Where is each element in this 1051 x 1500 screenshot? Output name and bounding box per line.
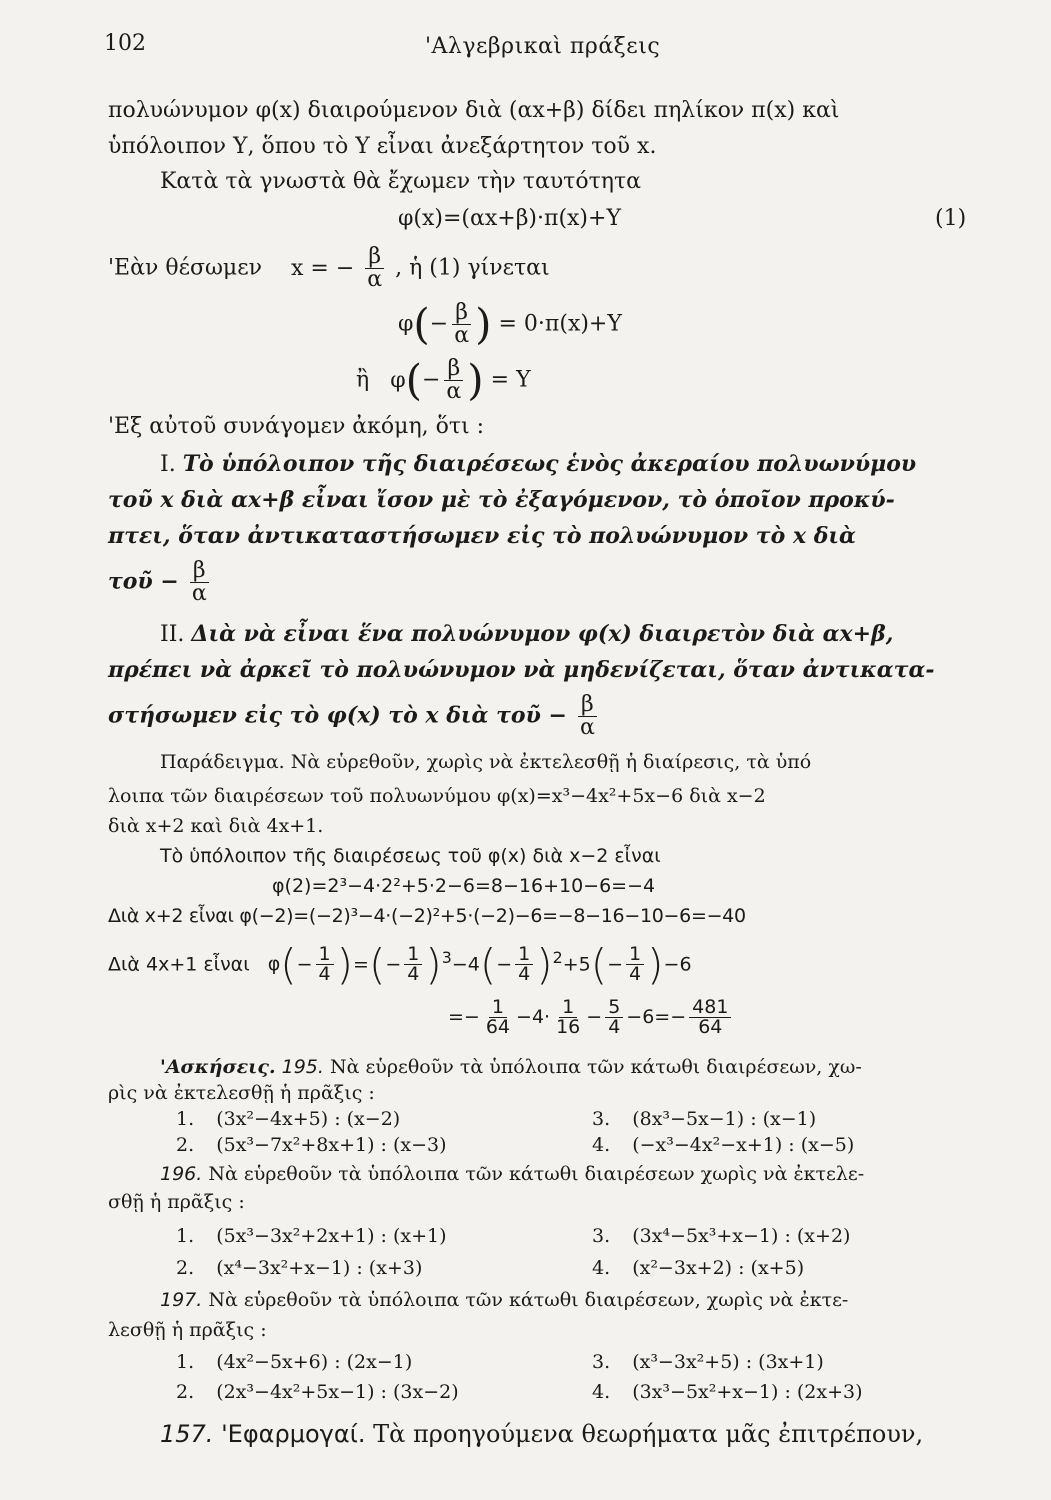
item-number: 1. — [176, 1225, 195, 1247]
exercise-item — [592, 1380, 863, 1404]
equation-label: (1) — [935, 206, 967, 231]
equals: = — [353, 953, 369, 976]
paren: ) — [336, 939, 354, 989]
numerator: 1 — [515, 945, 533, 965]
example-line-7 — [108, 939, 692, 989]
fraction — [605, 998, 623, 1037]
paren-close: ) — [475, 299, 492, 349]
item-expr: (3x³−5x²+x−1) : (2x+3) — [632, 1381, 863, 1403]
exercise-item — [592, 1107, 816, 1131]
paren: ( — [280, 939, 297, 989]
item-expr: (3x²−4x+5) : (x−2) — [216, 1108, 401, 1130]
intro-line-1: πολυώνυμον φ(x) διαιρούμενον διὰ (αx+β) δίδει πηλίκον π(x) καὶ — [108, 98, 840, 123]
paren-open: ( — [413, 299, 430, 349]
item-number: 1. — [176, 1351, 195, 1373]
denominator: α — [367, 267, 383, 292]
fraction — [316, 945, 334, 984]
phi: φ — [390, 367, 406, 393]
exponent: 3 — [441, 948, 452, 967]
numerator: 1 — [559, 998, 577, 1018]
item-expr: (2x³−4x²+5x−1) : (3x−2) — [216, 1381, 459, 1403]
exercise-number: 196. — [160, 1163, 203, 1185]
example-line-8 — [448, 998, 734, 1037]
fraction — [626, 945, 644, 984]
equals: = — [448, 1006, 464, 1028]
theorem-text: Διὰ νὰ εἶναι ἕνα πολυώνυμον φ(x) διαιρετὸν διὰ αx+β, — [191, 621, 894, 647]
numerator: β — [365, 246, 384, 269]
paren-open: ( — [405, 355, 422, 405]
minus: − — [421, 367, 441, 393]
intro-line-2: ὑπόλοιπον Υ, ὅπου τὸ Υ εἶναι ἀνεξάρτητον τοῦ x. — [108, 134, 657, 159]
fraction — [364, 246, 385, 291]
fraction — [404, 945, 422, 984]
item-expr: (5x³−3x²+2x+1) : (x+1) — [216, 1225, 447, 1247]
page-number: 102 — [104, 31, 146, 56]
or-word: ἢ — [356, 367, 370, 393]
phi: φ — [398, 311, 414, 337]
theorem-text: τοῦ − — [108, 568, 179, 595]
numerator: 1 — [316, 945, 334, 965]
theorem-1-line-3: πτει, ὅταν ἀντικαταστήσωμεν εἰς τὸ πολυώνυμον τὸ x διὰ — [108, 523, 856, 549]
denominator: 4 — [608, 1016, 621, 1038]
minus: − — [429, 311, 449, 337]
denominator: α — [191, 581, 207, 606]
fraction — [189, 560, 210, 605]
denominator: α — [446, 379, 462, 404]
exercise-item — [176, 1256, 422, 1280]
exponent: 2 — [552, 948, 563, 967]
item-number: 1. — [176, 1108, 195, 1130]
numerator: 1 — [404, 945, 422, 965]
exercise-item — [592, 1256, 804, 1280]
minus: − — [496, 953, 513, 976]
exercise-text: Νὰ εὑρεθοῦν τὰ ὑπόλοιπα τῶν κάτωθι διαιρέσεων, χωρὶς νὰ ἐκτε- — [208, 1289, 849, 1311]
phi: φ — [267, 953, 281, 976]
fraction — [443, 358, 464, 403]
theorem-2-line-3 — [108, 694, 601, 739]
tail: −6 — [663, 953, 692, 976]
numerator: 1 — [489, 998, 507, 1018]
exercise-number: 195. — [281, 1056, 324, 1078]
theorem-2-line-2: πρέπει νὰ ἀρκεῖ τὸ πολυώνυμον νὰ μηδενίζεται, ὅταν ἀντικατα- — [108, 657, 935, 683]
equation-3 — [356, 355, 531, 405]
theorem-1-line-2: τοῦ x διὰ αx+β εἶναι ἴσον μὲ τὸ ἐξαγόμενον, τὸ ὁποῖον προκύ- — [108, 487, 895, 513]
exercises-title: 'Ασκήσεις. — [160, 1056, 276, 1078]
fraction — [689, 998, 731, 1037]
item-expr: (3x⁴−5x³+x−1) : (x+2) — [632, 1225, 851, 1247]
exercise-text: Νὰ εὑρεθοῦν τὰ ὑπόλοιπα τῶν κάτωθι διαιρέσεων, χω- — [329, 1056, 862, 1078]
exercise-item — [592, 1133, 854, 1157]
paren: ( — [368, 939, 386, 989]
exercise-195-header — [160, 1055, 862, 1079]
rhs: = Υ — [490, 367, 531, 393]
exercise-195-line-2: ρὶς νὰ ἐκτελεσθῇ ἡ πρᾶξις : — [108, 1082, 375, 1104]
numerator: β — [452, 302, 471, 325]
coef: −4· — [516, 1006, 551, 1028]
denominator: 64 — [698, 1016, 723, 1038]
section-157-line — [160, 1418, 923, 1450]
item-expr: (x²−3x+2) : (x+5) — [632, 1257, 805, 1279]
item-number: 3. — [592, 1351, 611, 1373]
theorem-1-line-4 — [108, 560, 213, 605]
example-line-6: Διὰ x+2 εἶναι φ(−2)=(−2)³−4·(−2)²+5·(−2)−6=−8−16−10−6=−40 — [108, 905, 746, 927]
denominator: 16 — [556, 1016, 581, 1038]
numerator: 1 — [626, 945, 644, 965]
paren: ( — [479, 939, 497, 989]
denominator: 4 — [629, 963, 642, 986]
denominator: 4 — [318, 963, 331, 986]
minus: − — [385, 953, 402, 976]
minus: − — [463, 1006, 480, 1028]
example-line-2: λοιπα τῶν διαιρέσεων τοῦ πολυωνύμου φ(x)=x³−4x²+5x−6 διὰ x−2 — [108, 785, 766, 807]
exercise-item — [592, 1350, 824, 1374]
subst-lead: 'Εὰν θέσωμεν — [108, 255, 262, 281]
denominator: α — [579, 715, 595, 740]
theorem-number: II. — [160, 622, 185, 647]
paren-close: ) — [467, 355, 484, 405]
item-expr: (x⁴−3x²+x−1) : (x+3) — [216, 1257, 423, 1279]
paren: ) — [647, 939, 664, 989]
identity-equation: φ(x)=(αx+β)·π(x)+Υ — [398, 206, 621, 231]
numerator: β — [190, 560, 209, 583]
running-title: 'Αλγεβρικαὶ πράξεις — [425, 34, 661, 59]
item-expr: (8x³−5x−1) : (x−1) — [632, 1108, 817, 1130]
exercise-197-line-2: λεσθῇ ἡ πρᾶξις : — [108, 1319, 267, 1341]
item-number: 2. — [176, 1381, 195, 1403]
theorem-number: I. — [160, 452, 176, 477]
subst-lhs: x = − — [291, 255, 355, 281]
theorem-text: στήσωμεν εἰς τὸ φ(x) τὸ x διὰ τοῦ − — [108, 702, 567, 729]
rhs: = 0·π(x)+Υ — [498, 311, 622, 337]
item-expr: (4x²−5x+6) : (2x−1) — [216, 1351, 413, 1373]
exercise-196-line-2: σθῇ ἡ πρᾶξις : — [108, 1191, 245, 1213]
item-number: 2. — [176, 1134, 195, 1156]
item-number: 3. — [592, 1225, 611, 1247]
exercise-number: 197. — [160, 1289, 203, 1311]
item-number: 4. — [592, 1257, 611, 1279]
coef: −4 — [451, 953, 480, 976]
theorem-2-line-1 — [160, 620, 893, 649]
fraction — [553, 998, 583, 1037]
intro-line-3: Κατὰ τὰ γνωστὰ θὰ ἔχωμεν τὴν ταυτότητα — [160, 169, 641, 194]
tail: −6=− — [626, 1006, 687, 1028]
paren: ) — [536, 939, 553, 989]
substitution-line — [108, 246, 550, 291]
subst-tail: , ἡ (1) γίνεται — [395, 255, 550, 281]
exercise-item — [176, 1350, 412, 1374]
item-expr: (−x³−4x²−x+1) : (x−5) — [632, 1134, 855, 1156]
item-number: 3. — [592, 1108, 611, 1130]
exercise-197-header — [160, 1288, 848, 1312]
fraction — [483, 998, 513, 1037]
lead: Διὰ 4x+1 εἶναι — [108, 953, 250, 976]
numerator: 481 — [689, 998, 731, 1018]
denominator: α — [454, 323, 470, 348]
minus: − — [586, 1006, 603, 1028]
example-line-4: Τὸ ὑπόλοιπον τῆς διαιρέσεως τοῦ φ(x) διὰ x−2 εἶναι — [160, 845, 661, 867]
minus: − — [296, 953, 313, 976]
example-line-5: φ(2)=2³−4·2²+5·2−6=8−16+10−6=−4 — [272, 875, 656, 897]
minus: − — [607, 953, 624, 976]
paren: ( — [590, 939, 608, 989]
numerator: 5 — [605, 998, 623, 1018]
section-text: Τὰ προηγούμενα θεωρήματα μᾶς ἐπιτρέπουν, — [373, 1420, 924, 1448]
section-number: 157. — [160, 1420, 214, 1448]
numerator: β — [444, 358, 463, 381]
fraction — [451, 302, 472, 347]
example-line-3: διὰ x+2 καὶ διὰ 4x+1. — [108, 815, 324, 837]
theorem-1-line-1 — [160, 450, 916, 479]
item-number: 4. — [592, 1134, 611, 1156]
exercise-196-header — [160, 1162, 864, 1186]
exercise-item — [176, 1133, 447, 1157]
exercise-item — [176, 1380, 459, 1404]
item-number: 4. — [592, 1381, 611, 1403]
conclusion-line: 'Εξ αὐτοῦ συνάγομεν ἀκόμη, ὅτι : — [108, 414, 485, 439]
fraction — [515, 945, 533, 984]
coef: +5 — [562, 953, 591, 976]
exercise-item — [176, 1107, 400, 1131]
theorem-text: Τὸ ὑπόλοιπον τῆς διαιρέσεως ἑνὸς ἀκεραίου πολυωνύμου — [182, 451, 917, 477]
equation-2 — [398, 299, 622, 349]
exercise-item — [592, 1224, 850, 1248]
exercise-text: Νὰ εὑρεθοῦν τὰ ὑπόλοιπα τῶν κάτωθι διαιρέσεων χωρὶς νὰ ἐκτελε- — [208, 1163, 865, 1185]
paren: ) — [425, 939, 442, 989]
denominator: 4 — [407, 963, 420, 986]
example-line-1: Παράδειγμα. Νὰ εὑρεθοῦν, χωρὶς νὰ ἐκτελεσθῇ ἡ διαίρεσις, τὰ ὑπό — [160, 751, 812, 773]
fraction — [577, 694, 598, 739]
item-expr: (5x³−7x²+8x+1) : (x−3) — [216, 1134, 447, 1156]
exercise-item — [176, 1224, 447, 1248]
item-expr: (x³−3x²+5) : (3x+1) — [632, 1351, 824, 1373]
denominator: 4 — [518, 963, 531, 986]
item-number: 2. — [176, 1257, 195, 1279]
denominator: 64 — [485, 1016, 511, 1038]
section-title: 'Εφαρμογαί. — [221, 1420, 366, 1448]
numerator: β — [578, 694, 597, 717]
